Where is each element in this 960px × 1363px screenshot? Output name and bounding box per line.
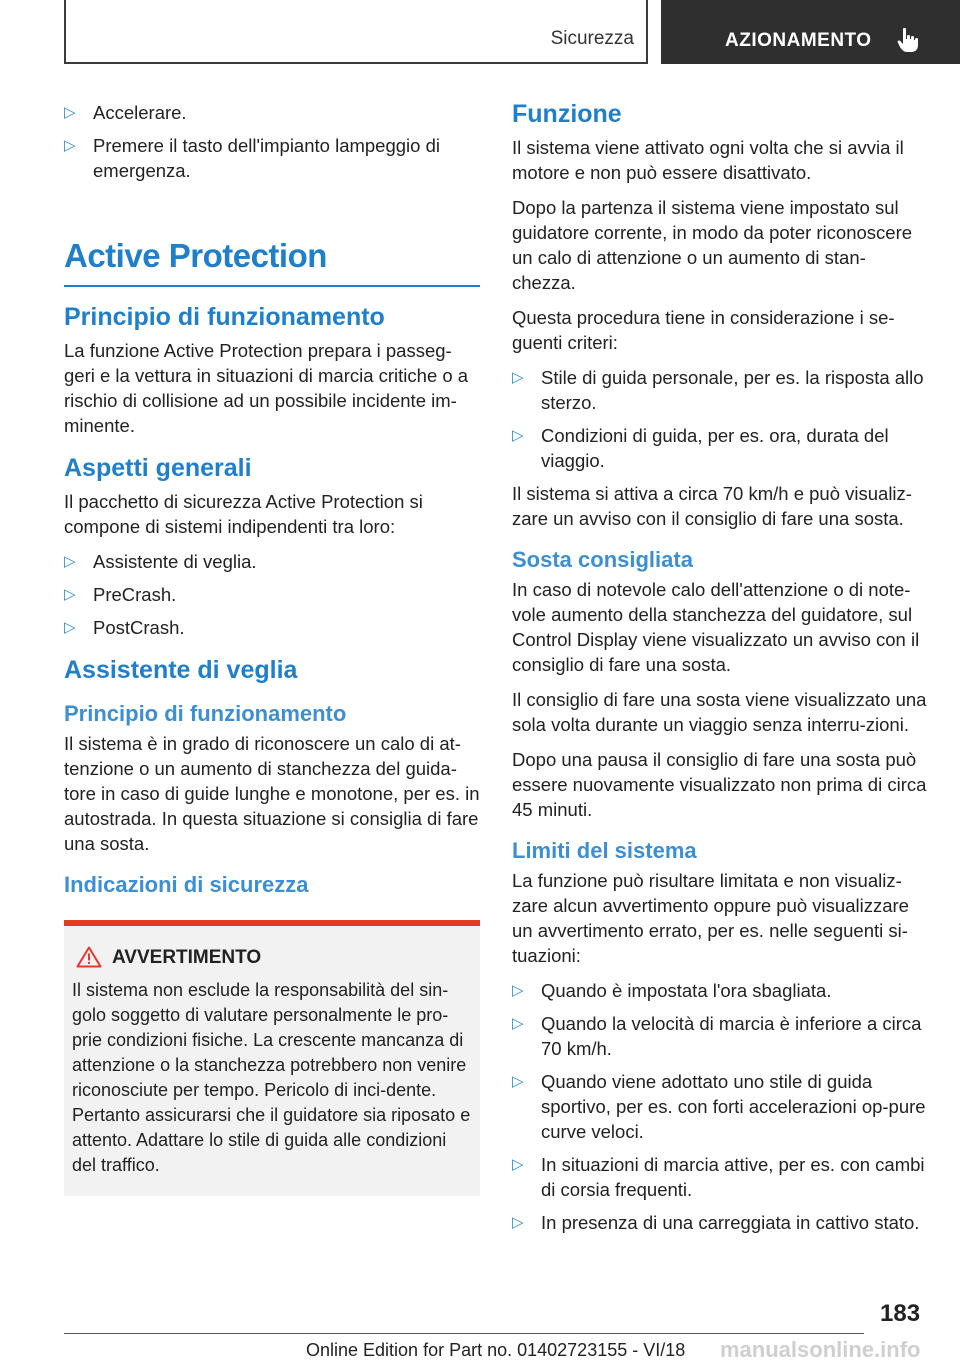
section-title: Active Protection (64, 237, 480, 287)
heading-funzione: Funzione (512, 100, 622, 128)
list-item: ▷ Premere il tasto dell'impianto lampeggio di emergenza. (64, 135, 440, 181)
watermark: manualsonline.info (720, 1337, 921, 1362)
footer-edition: Online Edition for Part no. 01402723155 - VI/18 (306, 1340, 686, 1360)
bullet-triangle-icon: ▷ (512, 427, 524, 444)
warning-text: Il sistema non esclude la responsabilità del sin-golo soggetto di valutare personalmente le pro-prie condizioni fisiche. La crescente mancanza di attenzione o la stanchezza potrebbero non venire riconosciute per tempo. Pericolo di inci-dente. Pertanto assicurarsi che il guidatore sia riposato e attento. Adattare lo stile di guida alle condizioni del traffico. (72, 980, 471, 1175)
bullet-triangle-icon: ▷ (512, 369, 524, 386)
list-item: ▷ Assistente di veglia. (64, 551, 257, 572)
paragraph: Questa procedura tiene in considerazione i se-guenti criteri: (512, 307, 895, 353)
list-item: ▷ In presenza di una carreggiata in cattivo stato. (512, 1212, 920, 1233)
subheading-sosta-consigliata: Sosta consigliata (512, 547, 693, 572)
paragraph: Il consiglio di fare una sosta viene visualizzato una sola volta durante un viaggio senza interru-zioni. (512, 689, 927, 735)
right-column (512, 100, 928, 1243)
subheading-limiti: Limiti del sistema (512, 838, 697, 863)
list-item: ▷ Quando la velocità di marcia è inferiore a circa 70 km/h. (512, 1013, 922, 1059)
footer-divider (64, 1333, 864, 1334)
paragraph: Il sistema si attiva a circa 70 km/h e può visualiz-zare un avviso con il consiglio di fare una sosta. (512, 483, 912, 529)
paragraph: Dopo una pausa il consiglio di fare una sosta può essere nuovamente visualizzato non prima di circa 45 minuti. (512, 749, 927, 820)
paragraph: Il sistema viene attivato ogni volta che si avvia il motore e non può essere disattivato. (512, 137, 904, 183)
page-number: 183 (880, 1300, 921, 1327)
header-chapter-title: AZIONAMENTO (725, 30, 872, 51)
list-item: ▷ Quando è impostata l'ora sbagliata. (512, 980, 832, 1001)
list-item: ▷ Condizioni di guida, per es. ora, durata del viaggio. (512, 425, 889, 471)
header-section-box (64, 0, 648, 64)
bullet-triangle-icon: ▷ (512, 1073, 524, 1090)
warning-triangle-icon (76, 946, 102, 968)
list-item: ▷ In situazioni di marcia attive, per es. con cambi di corsia frequenti. (512, 1154, 925, 1200)
bullet-triangle-icon: ▷ (512, 1214, 524, 1231)
bullet-triangle-icon: ▷ (64, 619, 76, 636)
list-item: ▷ Quando viene adottato uno stile di guida sportivo, per es. con forti accelerazioni op-pure curve veloci. (512, 1071, 926, 1142)
bullet-triangle-icon: ▷ (512, 1156, 524, 1173)
bullet-triangle-icon: ▷ (512, 982, 524, 999)
list-item: ▷ Stile di guida personale, per es. la risposta allo sterzo. (512, 367, 924, 413)
paragraph: Il sistema è in grado di riconoscere un calo di at-tenzione o un aumento di stanchezza del guida-tore in caso di guide lunghe e monotone, per es. in autostrada. In questa situazione si consiglia di fare una sosta. (64, 733, 480, 854)
bullet-triangle-icon: ▷ (512, 1015, 524, 1032)
bullet-triangle-icon: ▷ (64, 553, 76, 570)
header-section-title: Sicurezza (550, 28, 634, 49)
warning-box (64, 920, 480, 1196)
paragraph: Il pacchetto di sicurezza Active Protection si compone di sistemi indipendenti tra loro: (64, 491, 423, 537)
list-item: ▷ PostCrash. (64, 617, 185, 638)
header-chapter-box (661, 0, 960, 64)
bullet-triangle-icon: ▷ (64, 586, 76, 603)
bullet-triangle-icon: ▷ (64, 137, 76, 154)
subheading-indicazioni: Indicazioni di sicurezza (64, 872, 309, 897)
left-column (64, 100, 480, 1196)
heading-principio: Principio di funzionamento (64, 303, 385, 331)
list-item: ▷ PreCrash. (64, 584, 177, 605)
paragraph: La funzione Active Protection prepara i passeg-geri e la vettura in situazioni di marcia critiche o a rischio di collisione ad un possibile incidente im-minente. (64, 340, 469, 436)
paragraph: La funzione può risultare limitata e non visualiz-zare alcun avvertimento oppure può visualizzare un avvertimento errato, per es. nelle seguenti si-tuazioni: (512, 870, 909, 966)
subheading-principio: Principio di funzionamento (64, 701, 347, 726)
paragraph: Dopo la partenza il sistema viene impostato sul guidatore corrente, in modo da poter riconoscere un calo di attenzione o un aumento di stan-chezza. (512, 197, 913, 293)
heading-aspetti-generali: Aspetti generali (64, 454, 252, 482)
heading-assistente-veglia: Assistente di veglia (64, 656, 298, 684)
bullet-triangle-icon: ▷ (64, 104, 76, 121)
warning-title: AVVERTIMENTO (72, 946, 472, 970)
list-item: ▷ Accelerare. (64, 102, 187, 123)
paragraph: In caso di notevole calo dell'attenzione o di note-vole aumento della stanchezza del guidatore, sul Control Display viene visualizzato un avviso con il consiglio di fare una sosta. (512, 579, 920, 675)
hand-pointer-icon (897, 27, 919, 53)
